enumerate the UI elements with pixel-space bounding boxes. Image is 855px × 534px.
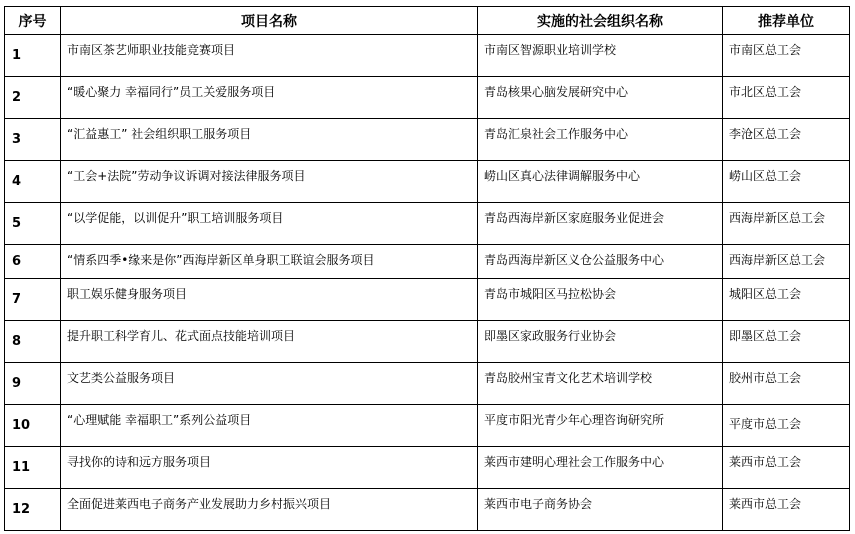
project-name: “暖心聚力 幸福同行”员工关爱服务项目: [61, 77, 478, 119]
organization-name: 莱西市电子商务协会: [478, 489, 723, 531]
row-number: 9: [5, 363, 61, 405]
project-name: “汇益惠工” 社会组织职工服务项目: [61, 119, 478, 161]
recommending-unit: 莱西市总工会: [723, 489, 850, 531]
row-number: 8: [5, 321, 61, 363]
project-table: [4, 6, 850, 531]
recommending-unit: 胶州市总工会: [723, 363, 850, 405]
row-number: 11: [5, 447, 61, 489]
table-row: [5, 363, 850, 405]
recommending-unit: 市北区总工会: [723, 77, 850, 119]
header-organization: 实施的社会组织名称: [478, 7, 723, 35]
table-row: [5, 245, 850, 279]
recommending-unit: 市南区总工会: [723, 35, 850, 77]
project-name: 提升职工科学育儿、花式面点技能培训项目: [61, 321, 478, 363]
table-row: [5, 489, 850, 531]
project-name: “工会+法院”劳动争议诉调对接法律服务项目: [61, 161, 478, 203]
organization-name: 青岛核果心脑发展研究中心: [478, 77, 723, 119]
table-header-row: [5, 7, 850, 35]
header-no: 序号: [5, 7, 61, 35]
organization-name: 青岛西海岸新区家庭服务业促进会: [478, 203, 723, 245]
project-name: “情系四季•缘来是你”西海岸新区单身职工联谊会服务项目: [61, 245, 478, 279]
recommending-unit: 即墨区总工会: [723, 321, 850, 363]
table-row: [5, 447, 850, 489]
project-name: 全面促进莱西电子商务产业发展助力乡村振兴项目: [61, 489, 478, 531]
recommending-unit: 城阳区总工会: [723, 279, 850, 321]
table-row: [5, 279, 850, 321]
organization-name: 青岛胶州宝青文化艺术培训学校: [478, 363, 723, 405]
project-name: 文艺类公益服务项目: [61, 363, 478, 405]
organization-name: 市南区智源职业培训学校: [478, 35, 723, 77]
row-number: 6: [5, 245, 61, 279]
header-recommending-unit: 推荐单位: [723, 7, 850, 35]
organization-name: 青岛西海岸新区义仓公益服务中心: [478, 245, 723, 279]
recommending-unit: 崂山区总工会: [723, 161, 850, 203]
organization-name: 即墨区家政服务行业协会: [478, 321, 723, 363]
table-row: [5, 405, 850, 447]
row-number: 4: [5, 161, 61, 203]
organization-name: 青岛汇泉社会工作服务中心: [478, 119, 723, 161]
organization-name: 青岛市城阳区马拉松协会: [478, 279, 723, 321]
header-project-name: 项目名称: [61, 7, 478, 35]
organization-name: 崂山区真心法律调解服务中心: [478, 161, 723, 203]
table-row: [5, 161, 850, 203]
row-number: 2: [5, 77, 61, 119]
recommending-unit: 莱西市总工会: [723, 447, 850, 489]
project-name: “心理赋能 幸福职工”系列公益项目: [61, 405, 478, 447]
row-number: 10: [5, 405, 61, 447]
table-row: [5, 77, 850, 119]
table-row: [5, 321, 850, 363]
row-number: 1: [5, 35, 61, 77]
project-name: 职工娱乐健身服务项目: [61, 279, 478, 321]
row-number: 7: [5, 279, 61, 321]
row-number: 12: [5, 489, 61, 531]
project-name: “以学促能，以训促升”职工培训服务项目: [61, 203, 478, 245]
recommending-unit: 平度市总工会: [723, 405, 850, 447]
organization-name: 平度市阳光青少年心理咨询研究所: [478, 405, 723, 447]
row-number: 3: [5, 119, 61, 161]
recommending-unit: 西海岸新区总工会: [723, 245, 850, 279]
organization-name: 莱西市建明心理社会工作服务中心: [478, 447, 723, 489]
table-row: [5, 35, 850, 77]
table-row: [5, 119, 850, 161]
table-row: [5, 203, 850, 245]
recommending-unit: 李沧区总工会: [723, 119, 850, 161]
recommending-unit: 西海岸新区总工会: [723, 203, 850, 245]
project-name: 市南区茶艺师职业技能竞赛项目: [61, 35, 478, 77]
project-name: 寻找你的诗和远方服务项目: [61, 447, 478, 489]
row-number: 5: [5, 203, 61, 245]
